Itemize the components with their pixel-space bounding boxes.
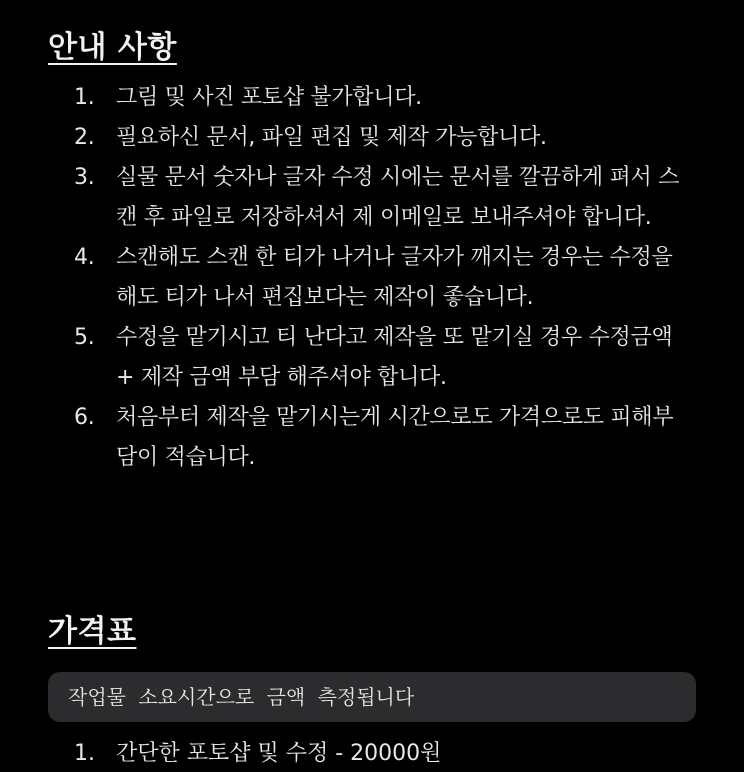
price-heading: 가격표 [48,614,137,649]
list-item-text: 필요하신 문서, 파일 편집 및 제작 가능합니다. [116,125,547,150]
list-item [0,736,744,772]
list-item-number: 5. [74,325,95,350]
list-item-text: 스캔해도 스캔 한 티가 나거나 글자가 깨지는 경우는 수정을 해도 티가 나서 편집보다는 제작이 좋습니다. [116,245,673,310]
list-item-text: 실물 문서 숫자나 글자 수정 시에는 문서를 깔끔하게 펴서 스캔 후 파일로 저장하셔서 제 이메일로 보내주셔야 합니다. [116,165,680,230]
list-item [0,158,744,238]
list-item [0,78,744,118]
notice-heading: 안내 사항 [48,30,177,65]
list-item-text: 수정을 맡기시고 티 난다고 제작을 또 맡기실 경우 수정금액 + 제작 금액 부담 해주셔야 합니다. [116,325,673,390]
list-item-text: 처음부터 제작을 맡기시는게 시간으로도 가격으로도 피해부담이 적습니다. [116,405,674,470]
list-item [0,398,744,478]
list-item-number: 4. [74,245,95,270]
list-item-number: 2. [74,125,95,150]
list-item-text: 그림 및 사진 포토샵 불가합니다. [116,85,422,110]
list-item-text: 간단한 포토샵 및 수정 - 20000원 [116,741,442,766]
price-list [0,736,744,772]
list-item [0,118,744,158]
price-note-callout: 작업물 소요시간으로 금액 측정됩니다 [48,672,696,722]
list-item-number: 1. [74,85,95,110]
notice-list [0,78,744,478]
list-item-number: 1. [74,741,95,766]
list-item-number: 3. [74,165,95,190]
list-item [0,318,744,398]
list-item [0,238,744,318]
list-item-number: 6. [74,405,95,430]
